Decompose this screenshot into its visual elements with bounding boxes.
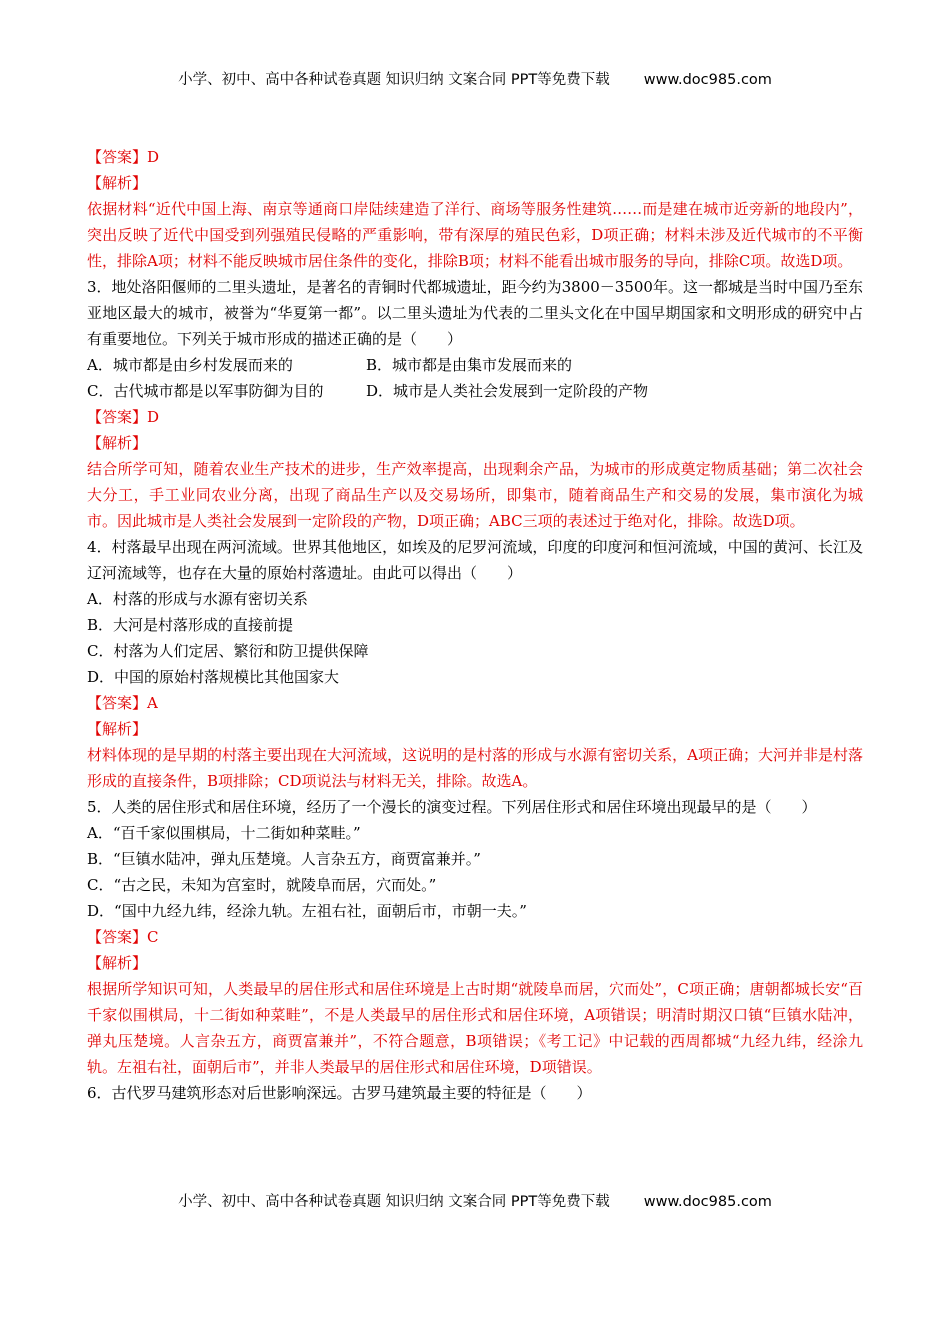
q3-analysis: 结合所学可知，随着农业生产技术的进步，生产效率提高，出现剩余产品，为城市的形成奠定物质基础；第二次社会大分工，手工业同农业分离，出现了商品生产以及交易场所，即集市，随着商品生产和交易的发展，集市演化为城市。因此城市是人类社会发展到一定阶段的产物，D项正确；ABC三项的表述过于绝对化，排除。故选D项。 xyxy=(87,460,863,530)
q3-analysis-label: 【解析】 xyxy=(87,434,148,452)
q4-option-a: A．村落的形成与水源有密切关系 xyxy=(87,590,308,608)
q2-analysis: 依据材料“近代中国上海、南京等通商口岸陆续建造了洋行、商场等服务性建筑……而是建在城市近旁新的地段内”，突出反映了近代中国受到列强殖民侵略的严重影响，带有深厚的殖民色彩，D项正确；材料未涉及近代城市的不平衡性，排除A项；材料不能反映城市居住条件的变化，排除B项；材料不能看出城市服务的导向，排除C项。故选D项。 xyxy=(87,200,863,270)
page-header xyxy=(0,68,950,89)
q2-analysis-label: 【解析】 xyxy=(87,174,148,192)
footer-text: 小学、初中、高中各种试卷真题 知识归纳 文案合同 PPT等免费下载 xyxy=(178,1194,610,1210)
q5-option-c: C．“古之民，未知为宫室时，就陵阜而居，穴而处。” xyxy=(87,876,437,894)
q4-answer: 【答案】A xyxy=(87,694,158,712)
q5-option-d: D．“国中九经九纬，经涂九轨。左祖右社，面朝后市，市朝一夫。” xyxy=(87,902,527,920)
q5-stem: 5．人类的居住形式和居住环境，经历了一个漫长的演变过程。下列居住形式和居住环境出现最早的是（ ） xyxy=(87,798,817,816)
q4-option-b: B．大河是村落形成的直接前提 xyxy=(87,616,294,634)
q3-option-d: D．城市是人类社会发展到一定阶段的产物 xyxy=(366,382,649,400)
q4-analysis: 材料体现的是早期的村落主要出现在大河流域，这说明的是村落的形成与水源有密切关系，A项正确；大河并非是村落形成的直接条件，B项排除；CD项说法与材料无关，排除。故选A。 xyxy=(87,746,863,790)
q5-analysis: 根据所学知识可知，人类最早的居住形式和居住环境是上古时期“就陵阜而居，穴而处”，C项正确；唐朝都城长安“百千家似围棋局，十二街如种菜畦”，不是人类最早的居住形式和居住环境，A项错误；明清时期汉口镇“巨镇水陆冲，弹丸压楚境。人言杂五方，商贾富兼并”，不符合题意，B项错误；《考工记》中记载的西周都城“九经九纬，经涂九轨。左祖右社，面朝后市”，并非人类最早的居住形式和居住环境，D项错误。 xyxy=(87,980,863,1076)
q3-options-row-2 xyxy=(87,378,863,404)
q5-answer: 【答案】C xyxy=(87,928,159,946)
header-text: 小学、初中、高中各种试卷真题 知识归纳 文案合同 PPT等免费下载 xyxy=(178,72,610,88)
q4-analysis-label: 【解析】 xyxy=(87,720,148,738)
q5-analysis-label: 【解析】 xyxy=(87,954,148,972)
q3-option-c: C．古代城市都是以军事防御为目的 xyxy=(87,382,324,400)
q3-options-row-1 xyxy=(87,352,863,378)
page-footer xyxy=(0,1190,950,1211)
q2-answer: 【答案】D xyxy=(87,148,160,166)
q6-stem: 6．古代罗马建筑形态对后世影响深远。古罗马建筑最主要的特征是（ ） xyxy=(87,1084,592,1102)
q5-option-a: A．“百千家似围棋局，十二街如种菜畦。” xyxy=(87,824,361,842)
q3-option-a: A．城市都是由乡村发展而来的 xyxy=(87,356,293,374)
footer-site-link[interactable]: www.doc985.com xyxy=(643,1194,772,1210)
document-body xyxy=(87,144,863,1106)
q4-stem: 4．村落最早出现在两河流域。世界其他地区，如埃及的尼罗河流域，印度的印度河和恒河流域，中国的黄河、长江及辽河流域等，也存在大量的原始村落遗址。由此可以得出（ ） xyxy=(87,538,863,582)
header-site-link[interactable]: www.doc985.com xyxy=(643,72,772,88)
q3-option-b: B．城市都是由集市发展而来的 xyxy=(366,356,573,374)
q4-option-d: D．中国的原始村落规模比其他国家大 xyxy=(87,668,340,686)
q4-option-c: C．村落为人们定居、繁衍和防卫提供保障 xyxy=(87,642,369,660)
q3-stem: 3．地处洛阳偃师的二里头遗址，是著名的青铜时代都城遗址，距今约为3800－3500年。这一都城是当时中国乃至东亚地区最大的城市，被誉为“华夏第一都”。以二里头遗址为代表的二里头文化在中国早期国家和文明形成的研究中占有重要地位。下列关于城市形成的描述正确的是（ ） xyxy=(87,278,863,348)
q3-answer: 【答案】D xyxy=(87,408,160,426)
q5-option-b: B．“巨镇水陆冲，弹丸压楚境。人言杂五方，商贾富兼并。” xyxy=(87,850,481,868)
